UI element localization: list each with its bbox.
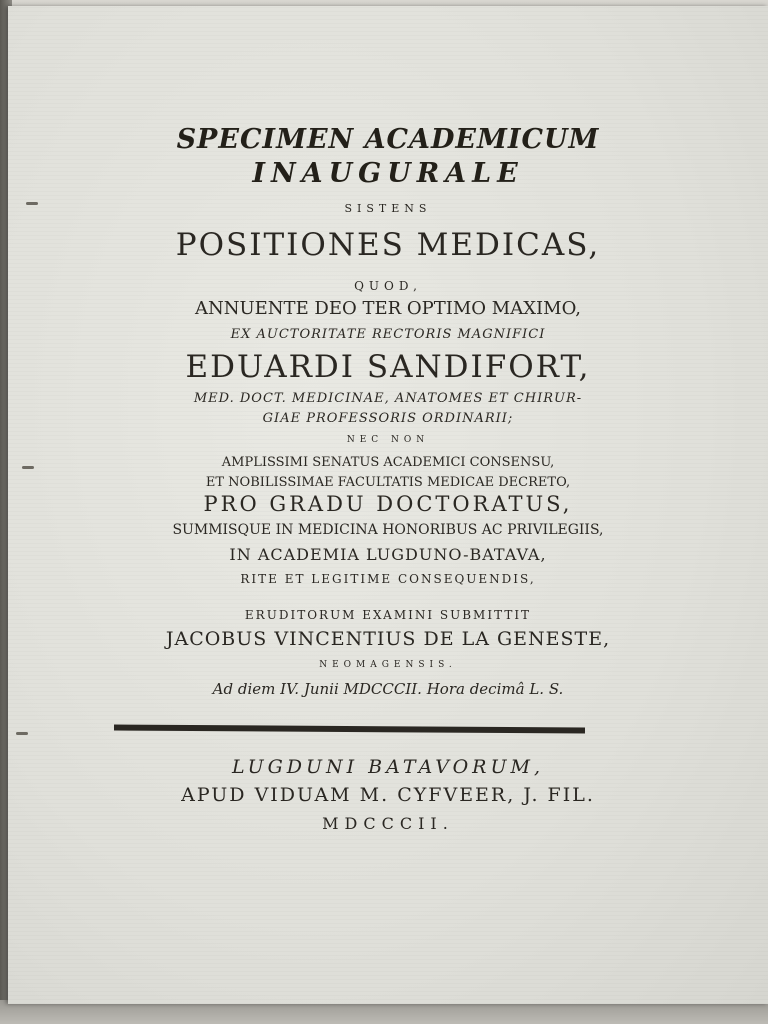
text-annuente: ANNUENTE DEO TER OPTIMO MAXIMO, [195,298,581,319]
text-ex-auctoritate: EX AUCTORITATE RECTORIS MAGNIFICI [230,327,546,342]
imprint-year: MDCCCII. [322,814,454,833]
heading-inaugurale: INAUGURALE [252,158,524,189]
text-med-doct: MED. DOCT. MEDICINAE, ANATOMES ET CHIRUR- [193,391,583,406]
text-neomagensis: NEOMAGENSIS. [319,660,457,670]
imprint-apud-viduam: APUD VIDUAM M. CYFVEER, J. FIL. [181,784,595,806]
binding-stitch [16,732,28,735]
heading-specimen-academicum: SPECIMEN ACADEMICUM [176,124,600,155]
text-summisque: SUMMISQUE IN MEDICINA HONORIBUS AC PRIVILEGIIS, [172,522,604,538]
imprint-lugduni-batavorum: LUGDUNI BATAVORUM, [231,756,544,778]
text-sistens: SISTENS [344,202,432,215]
text-quod: QUOD, [354,279,422,293]
text-eruditorum: ERUDITORUM EXAMINI SUBMITTIT [244,608,532,622]
text-et-nobilissimae: ET NOBILISSIMAE FACULTATIS MEDICAE DECRETO, [205,475,571,490]
text-ad-diem: Ad diem IV. Junii MDCCCII. Hora decimâ L. S. [212,680,564,698]
text-giae-professoris: GIAE PROFESSORIS ORDINARII; [262,411,514,426]
text-amplissimi: AMPLISSIMI SENATUS ACADEMICI CONSENSU, [221,455,555,470]
text-rite-et-legitime: RITE ET LEGITIME CONSEQUENDIS, [240,572,536,586]
name-eduardi-sandifort: EDUARDI SANDIFORT, [185,349,591,385]
text-nec-non: NEC NON [346,435,430,445]
horizontal-rule [114,725,585,734]
text-pro-gradu-doctoratus: PRO GRADU DOCTORATUS, [203,492,573,516]
title-page [8,6,768,1004]
name-jacobus-vincentius: JACOBUS VINCENTIUS DE LA GENESTE, [165,628,611,650]
text-in-academia: IN ACADEMIA LUGDUNO-BATAVA, [229,545,547,564]
title-positiones-medicas: POSITIONES MEDICAS, [175,227,601,263]
